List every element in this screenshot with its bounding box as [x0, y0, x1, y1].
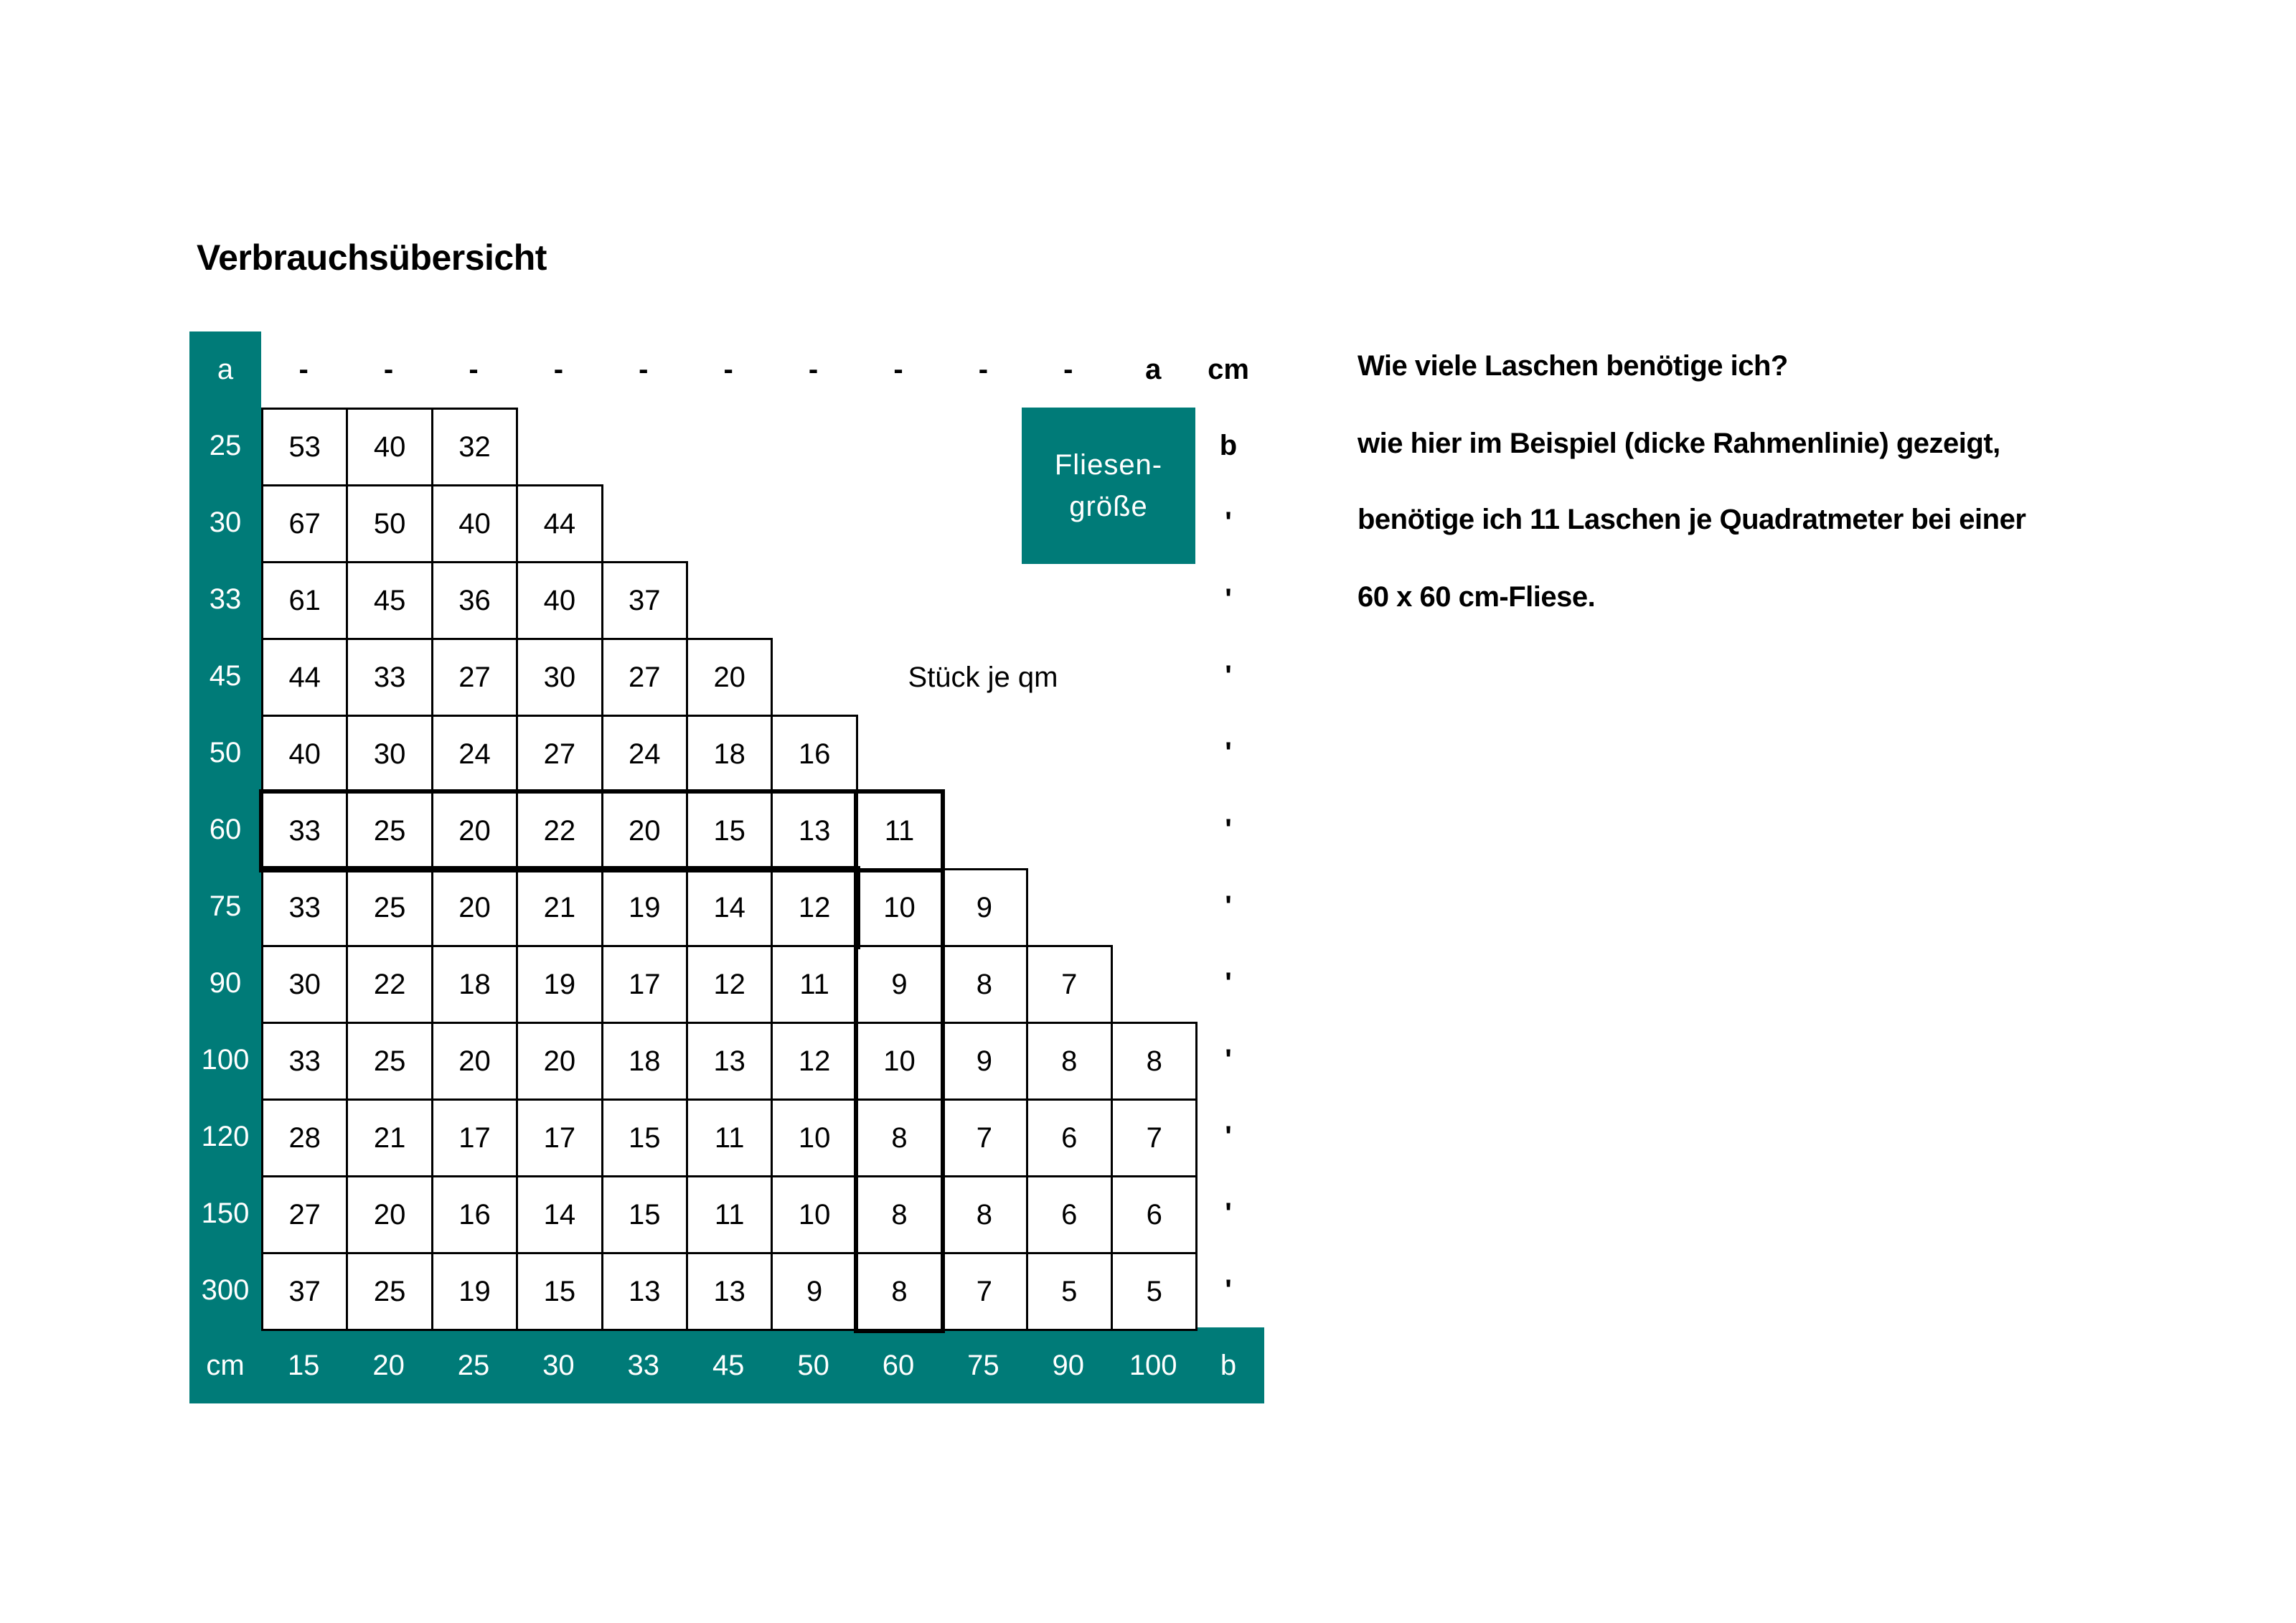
table-cell: 37 — [601, 561, 688, 640]
note-line-1: Wie viele Laschen benötige ich? — [1358, 350, 1788, 382]
table-cell: 20 — [431, 791, 518, 870]
column-label: 75 — [967, 1349, 999, 1381]
table-cell: 10 — [771, 1175, 857, 1254]
table-cell: 40 — [346, 408, 433, 486]
table-cell: 67 — [261, 484, 348, 563]
table-cell: 15 — [516, 1252, 603, 1331]
right-tick: ' — [1225, 1274, 1232, 1306]
table-cell: 14 — [686, 868, 773, 947]
table-cell: 7 — [941, 1099, 1027, 1177]
column-label: 90 — [1052, 1349, 1085, 1381]
column-label: 60 — [882, 1349, 915, 1381]
table-cell: 40 — [516, 561, 603, 640]
table-cell: 18 — [601, 1022, 688, 1101]
table-cell: 33 — [346, 638, 433, 717]
table-cell: 20 — [516, 1022, 603, 1101]
table-cell: 13 — [771, 791, 857, 870]
table-cell: 5 — [1111, 1252, 1198, 1331]
table-cell: 30 — [516, 638, 603, 717]
table-cell: 18 — [431, 945, 518, 1024]
table-cell: 7 — [1111, 1099, 1198, 1177]
table-cell: 21 — [516, 868, 603, 947]
table-cell: 25 — [346, 1022, 433, 1101]
table-cell: 25 — [346, 1252, 433, 1331]
table-cell: 16 — [771, 715, 857, 794]
table-cell: 37 — [261, 1252, 348, 1331]
table-cell: 9 — [941, 868, 1027, 947]
right-tick: ' — [1225, 814, 1232, 845]
table-cell: 8 — [941, 1175, 1027, 1254]
table-cell: 44 — [261, 638, 348, 717]
table-cell: 25 — [346, 791, 433, 870]
table-cell: 20 — [346, 1175, 433, 1254]
table-cell: 8 — [856, 1099, 943, 1177]
right-label-b: b — [1219, 430, 1238, 461]
top-dash: - — [469, 354, 479, 385]
row-label: 50 — [209, 737, 242, 768]
tile-size-line-1: Fliesen- — [1054, 449, 1163, 481]
table-cell: 19 — [516, 945, 603, 1024]
table-cell: 8 — [1026, 1022, 1113, 1101]
row-label: 120 — [201, 1121, 250, 1152]
table-cell: 5 — [1026, 1252, 1113, 1331]
top-label-a: a — [1145, 354, 1162, 385]
table-cell: 40 — [431, 484, 518, 563]
table-cell: 6 — [1026, 1099, 1113, 1177]
table-cell: 11 — [686, 1099, 773, 1177]
table-cell: 9 — [771, 1252, 857, 1331]
right-tick: ' — [1225, 660, 1232, 692]
table-cell: 20 — [686, 638, 773, 717]
right-tick: ' — [1225, 967, 1232, 999]
table-cell: 27 — [261, 1175, 348, 1254]
row-label: 30 — [209, 507, 242, 538]
column-label: 20 — [372, 1349, 405, 1381]
table-cell: 21 — [346, 1099, 433, 1177]
table-cell: 7 — [1026, 945, 1113, 1024]
table-cell: 15 — [601, 1099, 688, 1177]
table-cell: 20 — [431, 1022, 518, 1101]
column-label: 30 — [542, 1349, 575, 1381]
table-cell: 27 — [516, 715, 603, 794]
table-cell: 10 — [856, 1022, 943, 1101]
table-cell: 16 — [431, 1175, 518, 1254]
row-label: 25 — [209, 430, 242, 461]
table-cell: 11 — [856, 791, 943, 870]
table-cell: 11 — [771, 945, 857, 1024]
page-title: Verbrauchsübersicht — [197, 237, 547, 278]
table-cell: 6 — [1026, 1175, 1113, 1254]
row-label: 75 — [209, 890, 242, 922]
column-label: 50 — [797, 1349, 829, 1381]
top-dash: - — [893, 354, 903, 385]
table-cell: 33 — [261, 791, 348, 870]
row-label: 100 — [201, 1044, 250, 1076]
bottom-unit-cm: cm — [206, 1349, 245, 1381]
column-label: 100 — [1129, 1349, 1177, 1381]
row-label: 60 — [209, 814, 242, 845]
table-cell: 25 — [346, 868, 433, 947]
table-cell: 8 — [856, 1252, 943, 1331]
table-cell: 50 — [346, 484, 433, 563]
note-line-4: 60 x 60 cm-Fliese. — [1358, 581, 1596, 613]
row-label: 33 — [209, 583, 242, 615]
table-cell: 13 — [686, 1252, 773, 1331]
right-tick: ' — [1225, 890, 1232, 922]
tile-size-box — [1022, 408, 1195, 564]
top-dash: - — [723, 354, 733, 385]
table-cell: 22 — [346, 945, 433, 1024]
right-tick: ' — [1225, 1044, 1232, 1076]
row-label: 300 — [201, 1274, 250, 1306]
table-cell: 33 — [261, 1022, 348, 1101]
table-cell: 17 — [516, 1099, 603, 1177]
row-label: 45 — [209, 660, 242, 692]
column-label: 15 — [287, 1349, 320, 1381]
table-cell: 12 — [771, 868, 857, 947]
table-cell: 20 — [601, 791, 688, 870]
table-cell: 10 — [771, 1099, 857, 1177]
corner-label-a: a — [217, 354, 234, 385]
top-dash: - — [383, 354, 394, 385]
table-cell: 6 — [1111, 1175, 1198, 1254]
table-cell: 33 — [261, 868, 348, 947]
table-cell: 30 — [346, 715, 433, 794]
note-line-2: wie hier im Beispiel (dicke Rahmenlinie) gezeigt, — [1358, 428, 2000, 459]
table-cell: 44 — [516, 484, 603, 563]
table-cell: 27 — [601, 638, 688, 717]
column-label: 25 — [457, 1349, 490, 1381]
table-cell: 15 — [601, 1175, 688, 1254]
table-cell: 27 — [431, 638, 518, 717]
table-cell: 53 — [261, 408, 348, 486]
table-cell: 9 — [856, 945, 943, 1024]
right-tick: ' — [1225, 737, 1232, 768]
column-label: 33 — [627, 1349, 660, 1381]
table-cell: 17 — [431, 1099, 518, 1177]
table-cell: 11 — [686, 1175, 773, 1254]
table-cell: 61 — [261, 561, 348, 640]
table-cell: 13 — [686, 1022, 773, 1101]
table-cell: 13 — [601, 1252, 688, 1331]
right-tick: ' — [1225, 507, 1232, 538]
table-cell: 8 — [856, 1175, 943, 1254]
top-dash: - — [1063, 354, 1073, 385]
table-cell: 28 — [261, 1099, 348, 1177]
table-cell: 14 — [516, 1175, 603, 1254]
table-cell: 10 — [856, 868, 943, 947]
table-cell: 8 — [1111, 1022, 1198, 1101]
table-cell: 18 — [686, 715, 773, 794]
top-dash: - — [298, 354, 309, 385]
row-label: 90 — [209, 967, 242, 999]
note-line-3: benötige ich 11 Laschen je Quadratmeter bei einer — [1358, 504, 2026, 535]
table-cell: 24 — [431, 715, 518, 794]
table-cell: 8 — [941, 945, 1027, 1024]
table-cell: 19 — [431, 1252, 518, 1331]
top-dash: - — [978, 354, 989, 385]
table-cell: 12 — [686, 945, 773, 1024]
table-cell: 20 — [431, 868, 518, 947]
table-cell: 32 — [431, 408, 518, 486]
table-cell: 12 — [771, 1022, 857, 1101]
table-cell: 24 — [601, 715, 688, 794]
table-cell: 45 — [346, 561, 433, 640]
column-label: 45 — [712, 1349, 745, 1381]
right-tick: ' — [1225, 1121, 1232, 1152]
table-cell: 40 — [261, 715, 348, 794]
unit-label: Stück je qm — [908, 661, 1058, 693]
table-cell: 19 — [601, 868, 688, 947]
table-cell: 30 — [261, 945, 348, 1024]
table-cell: 15 — [686, 791, 773, 870]
tile-size-line-2: größe — [1069, 491, 1148, 522]
table-cell: 22 — [516, 791, 603, 870]
table-cell: 36 — [431, 561, 518, 640]
top-dash: - — [639, 354, 649, 385]
right-tick: ' — [1225, 1198, 1232, 1229]
right-tick: ' — [1225, 583, 1232, 615]
top-dash: - — [553, 354, 564, 385]
table-cell: 9 — [941, 1022, 1027, 1101]
row-label: 150 — [201, 1198, 250, 1229]
table-cell: 7 — [941, 1252, 1027, 1331]
bottom-label-b: b — [1220, 1349, 1237, 1381]
top-dash: - — [808, 354, 819, 385]
top-unit-cm: cm — [1208, 354, 1249, 385]
table-cell: 17 — [601, 945, 688, 1024]
